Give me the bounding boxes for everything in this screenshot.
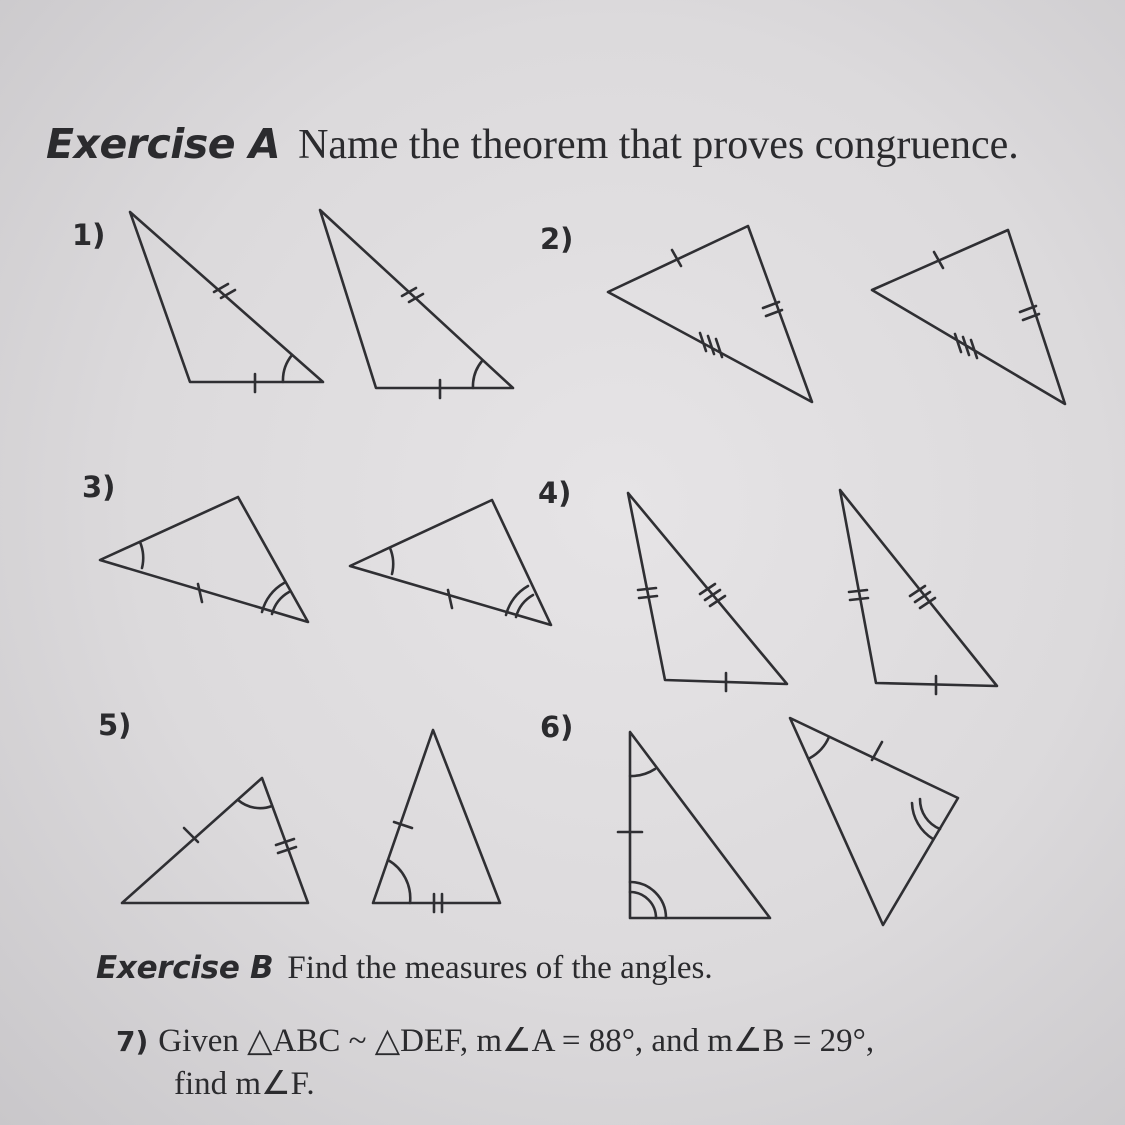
problem-5-triangle-left	[122, 778, 308, 903]
question-7	[116, 1020, 874, 1105]
problem-5-number: 5)	[98, 708, 132, 742]
problem-1-figure	[130, 210, 513, 398]
problem-2-figure	[608, 226, 1065, 404]
exercise-a-instruction: Name the theorem that proves congruence.	[298, 122, 1019, 168]
problem-3-tick-marks	[140, 542, 533, 617]
problem-6-figure	[618, 718, 958, 925]
problem-2-triangle-right	[872, 230, 1065, 404]
problem-6-number: 6)	[540, 710, 574, 744]
question-7-number: 7)	[116, 1025, 149, 1058]
problem-3-figure	[100, 497, 551, 625]
problem-4-figure	[628, 490, 997, 694]
problem-4-triangle-right	[840, 490, 997, 686]
question-7-line-1: Given △ABC ~ △DEF, m∠A = 88°, and m∠B = 29°,	[158, 1023, 875, 1059]
problem-4-tick-marks	[638, 584, 936, 694]
exercise-b-label: Exercise B	[96, 950, 274, 986]
problem-2-number: 2)	[540, 222, 574, 256]
exercise-b-heading	[96, 950, 713, 987]
exercise-a-label: Exercise A	[46, 120, 281, 168]
problem-1-number: 1)	[72, 218, 106, 252]
problem-5-figure	[122, 730, 500, 912]
problem-4-number: 4)	[538, 476, 572, 510]
problem-1-triangle-left	[130, 212, 323, 382]
problem-2-triangle-left	[608, 226, 812, 402]
problem-2-tick-marks	[672, 250, 1039, 358]
exercise-b-instruction: Find the measures of the angles.	[287, 950, 713, 986]
problem-6-triangle-right	[790, 718, 958, 925]
problem-5-triangle-right	[373, 730, 500, 903]
problem-3-number: 3)	[82, 470, 116, 504]
problem-6-tick-marks	[618, 737, 940, 918]
question-7-line-2: find m∠F.	[174, 1066, 315, 1102]
